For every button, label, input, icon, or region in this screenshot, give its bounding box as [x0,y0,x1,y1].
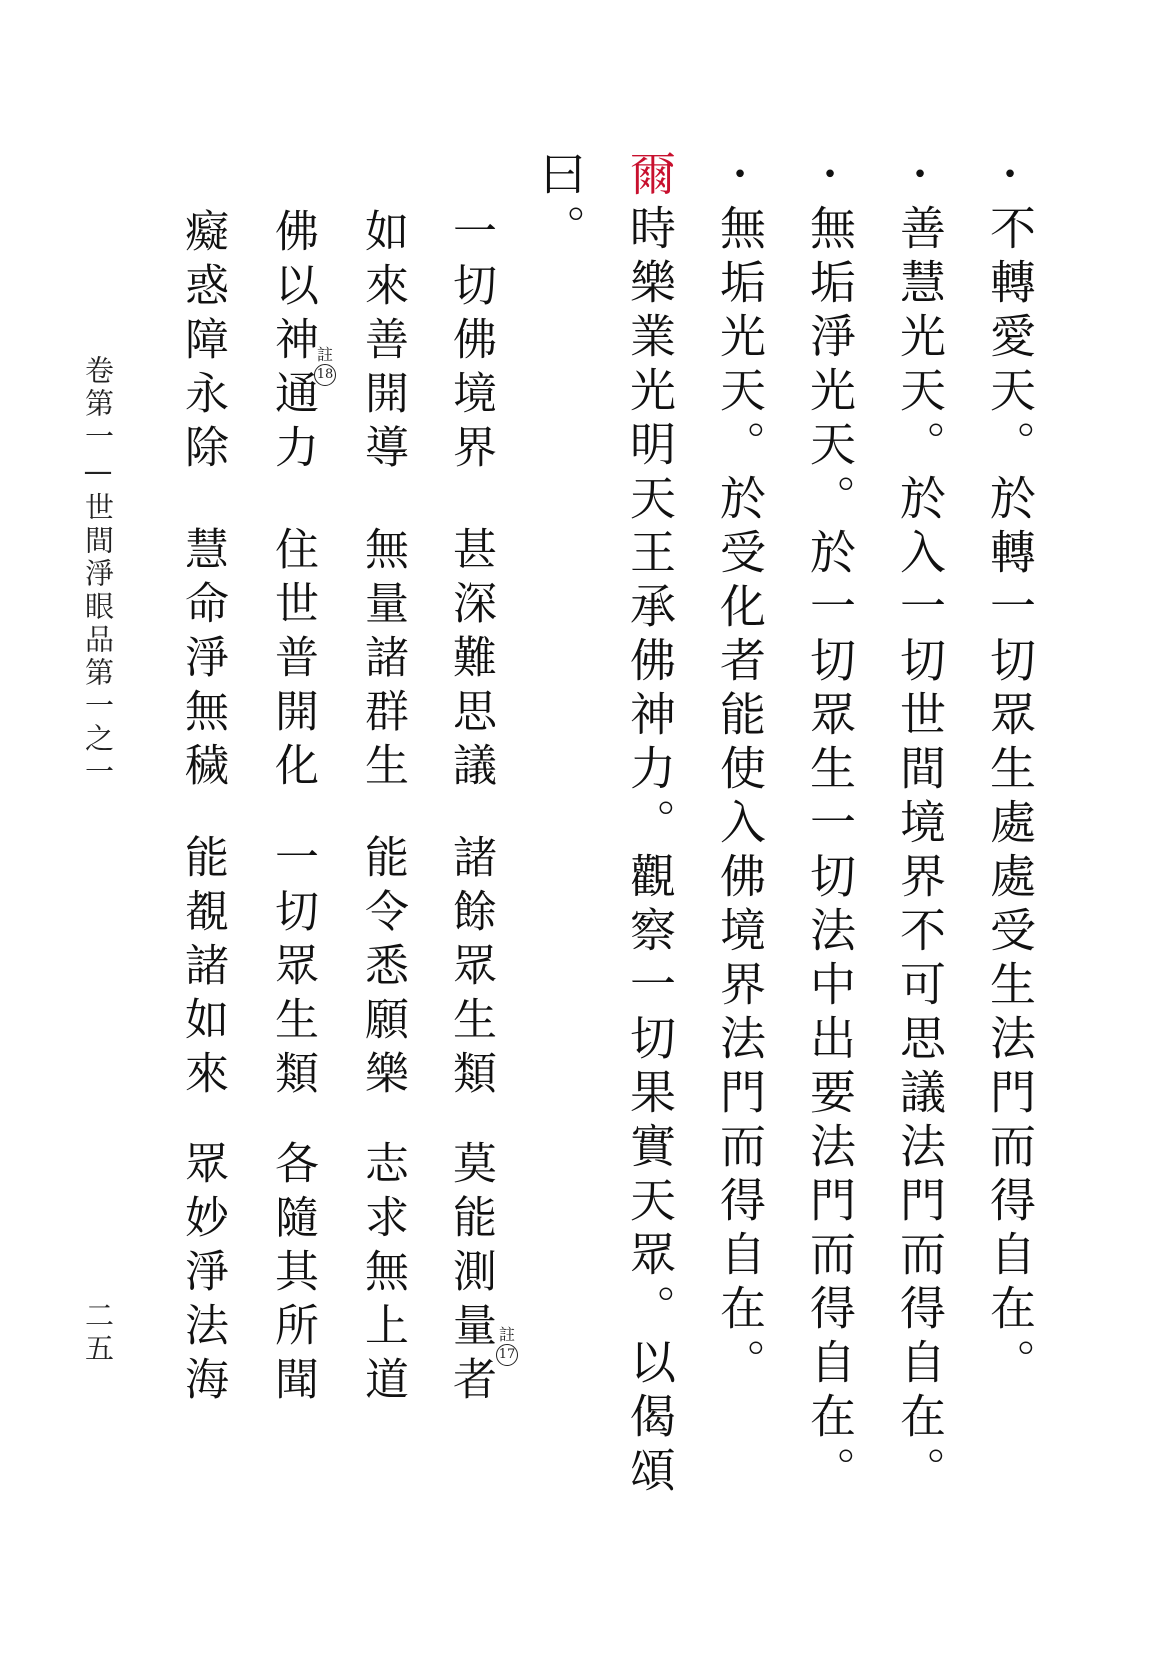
verse-segment: 一切眾生類 [267,834,318,1104]
verse-line-4 [172,208,232,1458]
prose-text-5: 時樂業光明天王承佛神力。觀察一切果實天眾。以偈頌 [623,204,677,1500]
verse-segment: 志求無上道 [357,1140,408,1410]
footnote-label: 註 [316,345,333,364]
prose-text-3: 無垢淨光天。於一切眾生一切法中出要法門而得自在。 [803,204,857,1500]
verse-segment: 眾妙淨法海 [177,1140,228,1410]
footnote-marker-17 [494,1326,520,1366]
running-footer-title: 卷第一—世間淨眼品第一之一 [81,355,115,789]
verse-segment: 諸餘眾生類 [445,834,496,1104]
bullet-marker: • [815,160,845,190]
verse-segment: 各隨其所聞 [267,1140,318,1410]
footnote-label: 註 [498,1325,515,1344]
footnote-number: 18 [314,364,336,386]
verse-line-3 [262,208,334,1458]
verse-line-1 [440,208,516,1458]
verse-segment: 能覩諸如來 [177,834,228,1104]
page-number: 二五 [81,1300,115,1366]
verse-line-2 [352,208,412,1458]
prose-line-4 [710,160,770,1392]
prose-line-6 [530,150,590,258]
prose-line-5 [620,150,680,1500]
prose-text-2: 善慧光天。於入一切世間境界不可思議法門而得自在。 [893,204,947,1500]
footnote-marker-18 [312,346,338,386]
verse-segment: 佛以神通力 [267,208,318,478]
verse-segment: 無量諸群生 [357,526,408,796]
prose-text-6: 曰。 [533,150,587,258]
verse-segment: 能令悉願樂 [357,834,408,1104]
verse-segment: 如來善開導 [357,208,408,478]
initial-character-red: 爾 [623,150,677,204]
verse-segment: 莫能測量者 [445,1140,496,1410]
footnote-number: 17 [496,1344,518,1366]
prose-text-1: 不轉愛天。於轉一切眾生處處受生法門而得自在。 [983,204,1037,1392]
verse-segment: 甚深難思議 [445,526,496,796]
verse-segment: 癡惑障永除 [177,208,228,478]
verse-segment: 一切佛境界 [445,208,496,478]
prose-text-4: 無垢光天。於受化者能使入佛境界法門而得自在。 [713,204,767,1392]
bullet-marker: • [725,160,755,190]
prose-line-2 [890,160,950,1500]
bullet-marker: • [905,160,935,190]
verse-segment: 住世普開化 [267,526,318,796]
verse-segment: 慧命淨無穢 [177,526,228,796]
prose-line-1 [980,160,1040,1392]
prose-line-3 [800,160,860,1500]
bullet-marker: • [995,160,1025,190]
